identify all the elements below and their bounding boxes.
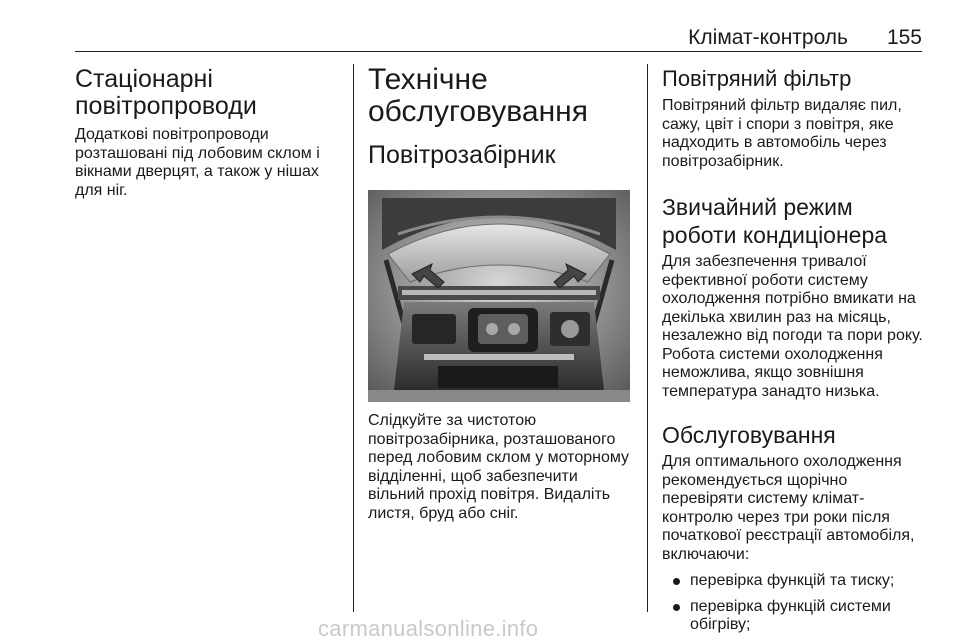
service-checklist	[662, 572, 932, 635]
header-title: Клімат-контроль	[688, 26, 848, 49]
section-heading-service: Обслуговування	[662, 422, 836, 448]
header-rule	[75, 51, 922, 52]
section-heading-air-filter: Повітряний фільтр	[662, 66, 852, 91]
list-item-text: перевірка функцій та тиску;	[690, 572, 895, 589]
column-3	[662, 64, 932, 635]
page-number: 155	[886, 26, 922, 49]
air-filter-text: Повітряний фільтр видаляє пил, сажу, цвіт і спори з повітря, яке надходить в автомобіль через повітрозабірник.	[662, 97, 902, 170]
section-heading-fixed-vents: Стаціонарні повітропроводи	[75, 65, 257, 120]
engine-compartment-illustration	[368, 190, 630, 402]
engine-compartment-image	[368, 190, 638, 402]
service-text: Для оптимального охолодження рекомендується щорічно перевіряти систему клімат-контролю через три роки після початкової реєстрації автомобіля, включаючи:	[662, 453, 915, 563]
column-1	[75, 64, 345, 200]
section-heading-maintenance: Технічне обслуговування	[368, 63, 588, 128]
column-divider-2	[647, 64, 648, 612]
ac-regular-operation-text: Для забезпечення тривалої ефективної роботи систему охолодження потрібно вмикати на декілька хвилин раз на місяць, незалежно від погоди та пори року. Робота системи охолодження неможлива, якщо зовнішня температура занадто низька.	[662, 253, 923, 400]
list-item-text: перевірка функцій системи обігріву;	[690, 597, 891, 633]
bullet-icon	[673, 578, 680, 585]
list-item	[662, 572, 932, 591]
fixed-vents-text: Додаткові повітропроводи розташовані під лобовим склом і вікнами дверцят, а також у нішах для ніг.	[75, 126, 320, 199]
air-intake-text: Слідкуйте за чистотою повітрозабірника, розташованого перед лобовим склом у моторному відділенні, щоб забезпечити вільний прохід повітря. Видаліть листя, бруд або сніг.	[368, 412, 630, 522]
subheading-air-intake: Повітрозабірник	[368, 141, 556, 169]
bullet-icon	[673, 604, 680, 611]
list-item	[662, 598, 932, 635]
watermark: carmanualsonline.info	[318, 616, 539, 641]
column-2	[368, 64, 638, 523]
column-divider-1	[353, 64, 354, 612]
section-heading-ac-regular-operation: Звичайний режим роботи кондиціонера	[662, 194, 888, 248]
